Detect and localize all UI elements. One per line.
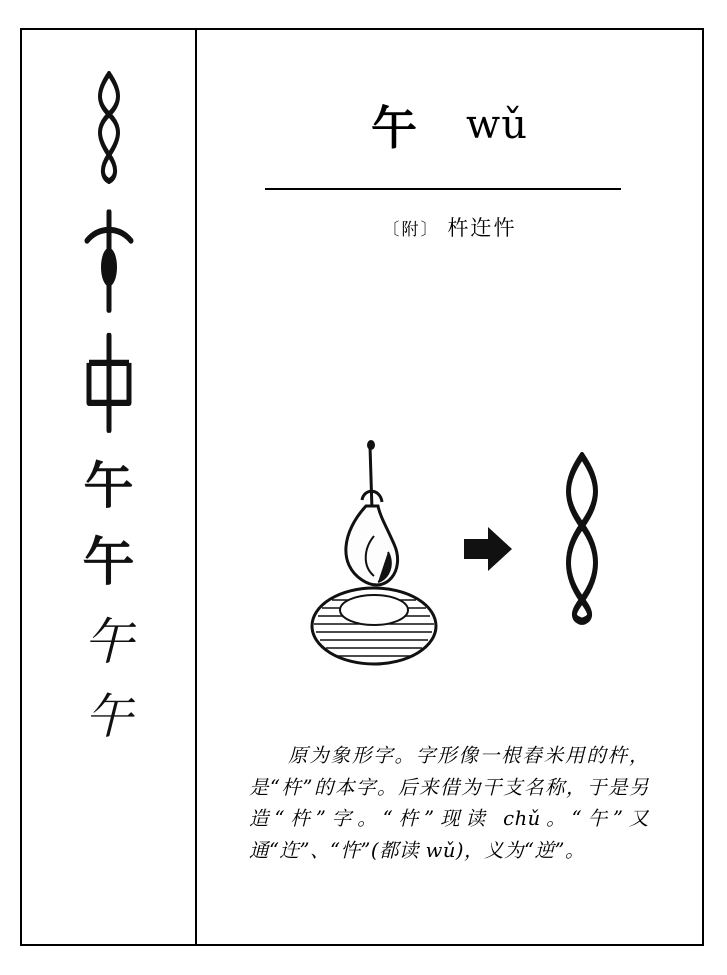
- glyph-regular: 午: [82, 532, 135, 593]
- entry-content: [197, 30, 702, 944]
- pestle-mortar-icon: [302, 440, 452, 690]
- derived-glyph-icon: [554, 451, 610, 625]
- glyph-clerical: 午: [83, 456, 134, 515]
- headword: 午: [370, 101, 419, 155]
- derived-oracle-glyph: [527, 451, 637, 642]
- pinyin: wǔ: [466, 102, 529, 148]
- glyph-bronze: [49, 210, 169, 324]
- glyph-oracle-bone: [49, 71, 169, 194]
- illustration: [197, 280, 702, 710]
- arrow-right-icon: [462, 525, 514, 577]
- page-frame: [20, 28, 704, 946]
- explanation-text: [249, 740, 649, 866]
- script-evolution-column: [22, 30, 197, 944]
- headword-row: [197, 92, 702, 158]
- glyph-seal: [49, 333, 169, 444]
- header-divider: [265, 188, 621, 190]
- oracle-bone-glyph-icon: [89, 71, 129, 184]
- glyph-running: 午: [83, 613, 134, 671]
- seal-glyph-icon: [77, 333, 141, 433]
- derivation-arrow-icon: [462, 525, 514, 573]
- explanation-paragraph: 原为象形字。字形像一根舂米用的杵，是“杵”的本字。后来借为干支名称，于是另造“杵”字。“杵”现读 chǔ。“午”又通“迕”、“忤”(都读 wǔ)，义为“逆”。: [249, 744, 649, 862]
- variants-row: [197, 212, 702, 242]
- variants-characters: 杵迕忤: [447, 216, 517, 240]
- variants-tag: 〔附〕: [382, 220, 440, 240]
- pestle-and-mortar-illustration: [302, 440, 452, 690]
- bronze-glyph-icon: [77, 210, 141, 313]
- glyph-cursive: 午: [84, 689, 133, 745]
